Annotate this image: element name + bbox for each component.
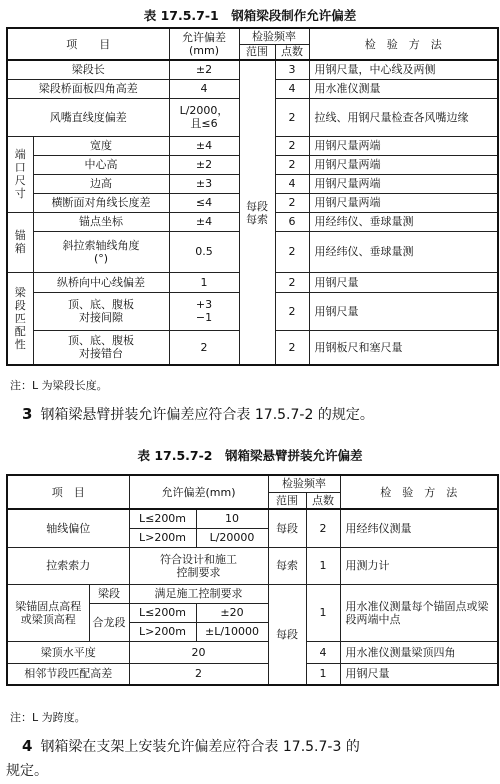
t1-row-item: 锚点坐标 <box>33 212 169 231</box>
t2-anchor-method: 用水准仪测量每个锚固点或梁段两端中点 <box>340 584 498 641</box>
t2-axis-cond-1: L≤200m <box>129 509 196 528</box>
t1-row-method: 用钢尺量两端 <box>309 155 498 174</box>
t1-row-tol: ±3 <box>169 174 239 193</box>
t1-row-points: 2 <box>275 292 309 330</box>
t1-row-points: 6 <box>275 212 309 231</box>
t1-row-tol: ±4 <box>169 136 239 155</box>
t2-anchor-cond-1: L≤200m <box>129 603 196 622</box>
t2-header-range: 范围 <box>268 492 306 509</box>
t2-header-item: 项 目 <box>7 475 129 509</box>
t2-anchor-sub-segment: 梁段 <box>89 584 129 603</box>
paragraph-4-number: 4 <box>22 737 33 755</box>
t1-row-method: 用经纬仪、垂球量测 <box>309 231 498 272</box>
t1-row-points: 2 <box>275 136 309 155</box>
t2-adj-method: 用钢尺量 <box>340 663 498 685</box>
t1-group-anchor-box: 锚箱 <box>7 212 33 272</box>
paragraph-4-line2: 规定。 <box>6 763 48 779</box>
t1-row-item: 梁段长 <box>7 60 169 79</box>
t1-row-points: 2 <box>275 330 309 365</box>
t2-axis-range: 每段 <box>268 509 306 547</box>
table2-note: 注：L 为跨度。 <box>10 711 86 724</box>
t1-row-points: 4 <box>275 79 309 98</box>
table2-caption: 表 17.5.7-2 钢箱梁悬臂拼装允许偏差 <box>137 448 363 463</box>
t1-row-item: 顶、底、腹板 对接错台 <box>33 330 169 365</box>
t2-header-method: 检 验 方 法 <box>340 475 498 509</box>
t2-cable-label: 拉索索力 <box>7 547 129 584</box>
t1-row-tol: +3 −1 <box>169 292 239 330</box>
t1-row-tol: ±2 <box>169 155 239 174</box>
paragraph-3-text: 钢箱梁悬臂拼装允许偏差应符合表 17.5.7-2 的规定。 <box>40 407 374 423</box>
t1-row-tol: ±4 <box>169 212 239 231</box>
t2-cable-points: 1 <box>306 547 340 584</box>
t1-row-tol: L/2000， 且≤6 <box>169 98 239 136</box>
t2-cable-method: 用测力计 <box>340 547 498 584</box>
t1-row-method: 用钢尺量 <box>309 272 498 292</box>
t1-row-method: 用钢尺量两端 <box>309 193 498 212</box>
t1-header-points: 点数 <box>275 44 309 60</box>
t2-header-freq: 检验频率 <box>268 475 340 492</box>
t2-axis-method: 用经纬仪测量 <box>340 509 498 547</box>
t1-row-item: 顶、底、腹板 对接间隙 <box>33 292 169 330</box>
t1-row-method: 用水准仪测量 <box>309 79 498 98</box>
t1-row-method: 用钢尺量两端 <box>309 136 498 155</box>
t2-adj-label: 相邻节段匹配高差 <box>7 663 129 685</box>
t2-axis-label: 轴线偏位 <box>7 509 129 547</box>
t1-row-item: 梁段桥面板四角高差 <box>7 79 169 98</box>
t1-row-points: 2 <box>275 193 309 212</box>
t1-row-points: 2 <box>275 155 309 174</box>
paragraph-3-number: 3 <box>22 405 33 423</box>
t1-row-points: 2 <box>275 98 309 136</box>
t1-group-port-size: 端口 尺寸 <box>7 136 33 212</box>
t2-level-points: 4 <box>306 641 340 663</box>
t1-row-method: 用钢尺量两端 <box>309 174 498 193</box>
t2-anchor-val-1: ±20 <box>196 603 268 622</box>
t1-row-item: 边高 <box>33 174 169 193</box>
paragraph-3 <box>22 404 374 424</box>
t1-header-range: 范围 <box>239 44 275 60</box>
t1-row-method: 用钢尺量 <box>309 292 498 330</box>
t2-level-label: 梁顶水平度 <box>7 641 129 663</box>
t1-row-item: 斜拉索轴线角度 (°) <box>33 231 169 272</box>
t1-row-points: 4 <box>275 174 309 193</box>
paragraph-4-line1: 钢箱梁在支架上安装允许偏差应符合表 17.5.7-3 的 <box>40 739 360 755</box>
t2-anchor-sub-closure: 合龙段 <box>89 603 129 641</box>
t1-row-tol: 0.5 <box>169 231 239 272</box>
t1-row-method: 用钢板尺和塞尺量 <box>309 330 498 365</box>
t1-row-method: 用经纬仪、垂球量测 <box>309 212 498 231</box>
t2-anchor-points: 1 <box>306 584 340 641</box>
t1-row-points: 2 <box>275 272 309 292</box>
t1-row-item: 纵桥向中心线偏差 <box>33 272 169 292</box>
t1-row-tol: 4 <box>169 79 239 98</box>
t2-shared-range: 每段 <box>268 584 306 685</box>
paragraph-4 <box>22 736 360 756</box>
t2-adj-tol: 2 <box>129 663 268 685</box>
t1-row-points: 2 <box>275 231 309 272</box>
t2-anchor-cond-2: L>200m <box>129 622 196 641</box>
table1-caption: 表 17.5.7-1 钢箱梁段制作允许偏差 <box>143 8 357 23</box>
t2-axis-val-2: L/20000 <box>196 528 268 547</box>
t1-header-freq: 检验频率 <box>239 28 309 44</box>
t2-axis-points: 2 <box>306 509 340 547</box>
t2-cable-tol: 符合设计和施工 控制要求 <box>129 547 268 584</box>
t1-row-method: 用钢尺量，中心线及两侧 <box>309 60 498 79</box>
table1-note: 注：L 为梁段长度。 <box>10 379 108 392</box>
table2 <box>6 474 499 686</box>
t2-header-points: 点数 <box>306 492 340 509</box>
t2-cable-range: 每索 <box>268 547 306 584</box>
t2-adj-points: 1 <box>306 663 340 685</box>
t1-header-item: 项 目 <box>7 28 169 60</box>
t1-header-method: 检 验 方 法 <box>309 28 498 60</box>
t1-row-item: 宽度 <box>33 136 169 155</box>
t1-header-tol: 允许偏差 (mm) <box>169 28 239 60</box>
t1-row-item: 风嘴直线度偏差 <box>7 98 169 136</box>
t2-anchor-label: 梁锚固点高程 或梁顶高程 <box>7 584 89 641</box>
t1-row-tol: 2 <box>169 330 239 365</box>
t2-axis-val-1: 10 <box>196 509 268 528</box>
t1-row-tol: ≤4 <box>169 193 239 212</box>
t1-row-method: 拉线、用钢尺量检查各风嘴边缘 <box>309 98 498 136</box>
t2-axis-cond-2: L>200m <box>129 528 196 547</box>
t1-shared-range: 每段 每索 <box>239 60 275 365</box>
t1-group-segment-match: 梁段 匹配 性 <box>7 272 33 365</box>
t1-row-points: 3 <box>275 60 309 79</box>
t2-level-tol: 20 <box>129 641 268 663</box>
t2-header-tol: 允许偏差(mm) <box>129 475 268 509</box>
t2-level-method: 用水准仪测量梁顶四角 <box>340 641 498 663</box>
t1-row-item: 中心高 <box>33 155 169 174</box>
t1-row-tol: ±2 <box>169 60 239 79</box>
t1-row-item: 横断面对角线长度差 <box>33 193 169 212</box>
t2-anchor-segment-tol: 满足施工控制要求 <box>129 584 268 603</box>
table1 <box>6 27 499 366</box>
t1-row-tol: 1 <box>169 272 239 292</box>
t2-anchor-val-2: ±L/10000 <box>196 622 268 641</box>
